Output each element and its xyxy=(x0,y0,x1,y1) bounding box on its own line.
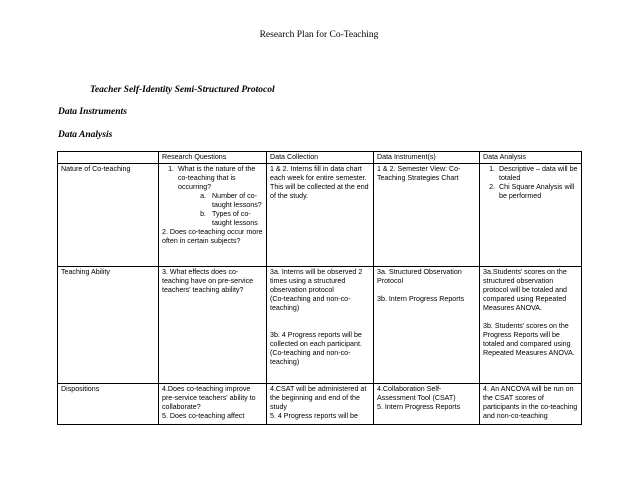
data-collection-cell xyxy=(267,164,374,267)
question-1-text: What is the nature of the co-teaching that is occurring? xyxy=(178,165,256,191)
question-2: 2. Does co-teaching occur more often in certain subjects? xyxy=(162,228,263,245)
spacer xyxy=(483,313,578,322)
analysis-3b: 3b. Students' scores on the Progress Reports will be totaled and compared using Repeated Measures ANOVA. xyxy=(483,322,575,357)
instrument-3a: 3a. Structured Observation Protocol xyxy=(377,268,462,285)
question-1 xyxy=(176,165,263,228)
data-analysis-cell xyxy=(480,267,582,384)
question-3: 3. What effects does co-teaching have on pre-service teachers' teaching ability? xyxy=(162,268,254,294)
data-instruments-cell xyxy=(374,384,480,425)
question-4: 4.Does co-teaching improve pre-service teachers' ability to collaborate? xyxy=(162,385,256,411)
research-plan-table xyxy=(57,151,582,425)
spacer xyxy=(377,286,476,295)
collection-4: 4.CSAT will be administered at the beginning and end of the study xyxy=(270,385,367,411)
question-1a: a. Number of co-taught lessons? xyxy=(208,192,263,210)
data-instruments-cell xyxy=(374,164,480,267)
header-research-questions: Research Questions xyxy=(159,152,267,164)
collection-3a-note: (Co-teaching and non-co-teaching) xyxy=(270,295,351,312)
document-title: Research Plan for Co-Teaching xyxy=(259,30,379,40)
collection-5: 5. 4 Progress reports will be xyxy=(270,412,358,420)
table-row-nature-of-co-teaching xyxy=(58,164,582,267)
question-1b: b. Types of co-taught lessons xyxy=(208,210,263,228)
spacer xyxy=(270,313,370,331)
research-questions-cell xyxy=(159,384,267,425)
analysis-1: 1. Descriptive – data will be totaled xyxy=(497,165,578,183)
analysis-4: 4. An ANCOVA will be run on the CSAT scores of participants in the co-teaching and non-co-teaching xyxy=(483,385,578,420)
collection-3b: 3b. 4 Progress reports will be collected on each participant. xyxy=(270,331,362,348)
analysis-list xyxy=(483,165,578,201)
data-collection-cell xyxy=(267,267,374,384)
row-label: Dispositions xyxy=(58,384,159,425)
instrument-text: 1 & 2. Semester View: Co-Teaching Strategies Chart xyxy=(377,165,461,182)
header-data-collection: Data Collection xyxy=(267,152,374,164)
analysis-3a: 3a.Students' scores on the structured observation protocol will be totaled and compared using Repeated Measures ANOVA. xyxy=(483,268,567,312)
protocol-heading: Teacher Self-Identity Semi-Structured Protocol xyxy=(90,85,275,95)
question-1-sublist xyxy=(178,192,263,228)
data-instruments-cell xyxy=(374,267,480,384)
table-row-dispositions xyxy=(58,384,582,425)
row-label: Teaching Ability xyxy=(58,267,159,384)
data-instruments-heading: Data Instruments xyxy=(58,107,127,117)
data-collection-cell xyxy=(267,384,374,425)
question-list xyxy=(162,165,263,228)
row-label: Nature of Co-teaching xyxy=(58,164,159,267)
instrument-4: 4.Collaboration Self-Assessment Tool (CSAT) xyxy=(377,385,456,402)
research-questions-cell xyxy=(159,164,267,267)
header-cell-blank xyxy=(58,152,159,164)
analysis-2: 2. Chi Square Analysis will be performed xyxy=(497,183,578,201)
research-questions-cell xyxy=(159,267,267,384)
collection-text: 1 & 2. Interns fill in data chart each week for entire semester. This will be collected at the end of the study. xyxy=(270,165,369,200)
table-row-teaching-ability xyxy=(58,267,582,384)
instrument-3b: 3b. Intern Progress Reports xyxy=(377,295,465,303)
data-analysis-heading: Data Analysis xyxy=(58,130,113,140)
header-data-instruments: Data Instrument(s) xyxy=(374,152,480,164)
instrument-5: 5. Intern Progress Reports xyxy=(377,403,461,411)
data-analysis-cell xyxy=(480,164,582,267)
collection-3b-note: (Co-teaching and non-co-teaching) xyxy=(270,349,351,366)
question-5: 5. Does co-teaching affect xyxy=(162,412,245,420)
data-analysis-cell xyxy=(480,384,582,425)
table-header-row xyxy=(58,152,582,164)
collection-3a: 3a. Interns will be observed 2 times using a structured observation protocol xyxy=(270,268,363,294)
header-data-analysis: Data Analysis xyxy=(480,152,582,164)
